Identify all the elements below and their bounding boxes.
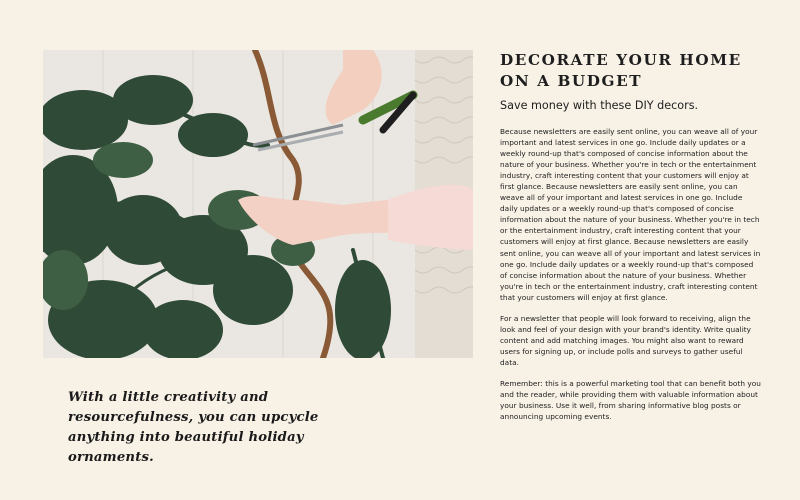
article-paragraph: For a newsletter that people will look forward to receiving, align the look and feel of your design with your brand's identity. Write quality content and add matching images. You might also want to reward users for signing up, or include polls and surveys to gather useful data.	[500, 313, 752, 367]
hero-photo	[43, 50, 473, 358]
pull-quote: With a little creativity and resourcefulness, you can upcycle anything into beautiful holiday ornaments.	[68, 390, 319, 465]
wreath-photo-icon	[43, 50, 473, 358]
article-paragraph: Remember: this is a powerful marketing tool that can benefit both you and the reader, while providing them with valuable information about your business. Use it well, from sharing informative blog posts or announcing upcoming events.	[500, 378, 761, 422]
article-title: DECORATE YOUR HOME ON A BUDGET	[500, 51, 742, 90]
article-paragraph: Because newsletters are easily sent online, you can weave all of your important and latest services in one go. Include daily updates or a weekly round-up that's composed of concise information about the nature of your business. Whether you're in tech or the entertainment industry, craft interesting content that your customers will enjoy at first glance. Because newsletters are easily sent online, you can weave all of your important and latest services in one go. Include daily updates or a weekly round-up that's composed of concise information about the nature of your business. Whether you're in tech or the entertainment industry, craft interesting content that your customers will enjoy at first glance. Because newsletters are easily sent online, you can weave all of your important and latest services in one go. Include daily updates or a weekly round-up that's composed of concise information about the nature of your business. Whether you're in tech or the entertainment industry, craft interesting content that your customers will enjoy at first glance.	[500, 127, 761, 302]
article-subtitle: Save money with these DIY decors.	[500, 99, 699, 112]
article	[500, 50, 762, 432]
